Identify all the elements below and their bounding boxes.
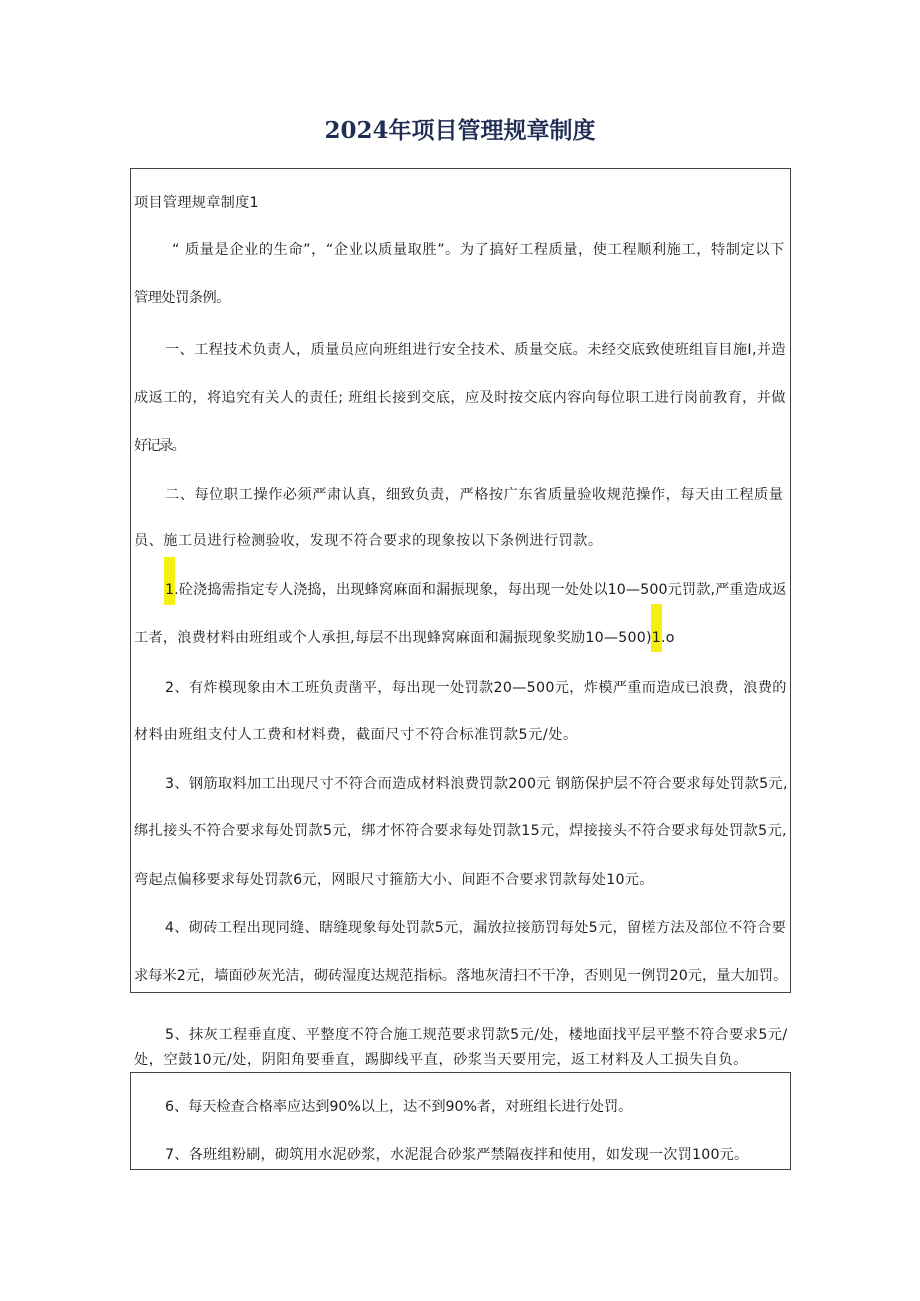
paragraph-line: 2、有炸模现象由木工班负责凿平，每出现一处罚款20—500元，炸模严重而造成已浪费，浪费的 [165,680,787,696]
paragraph-line: 好记录。 [134,438,185,454]
paragraph-line: 5、抹灰工程垂直度、平整度不符合施工规范要求罚款5元/处，楼地面找平层平整不符合要求5元/ [165,1027,788,1043]
paragraph-line: 弯起点偏移要求每处罚款6元，网眼尺寸箍筋大小、间距不合要求罚款每处10元。 [134,872,654,888]
paragraph-line: 二、每位职工操作必须严肃认真，细致负责，严格按广东省质量验收规范操作，每天由工程质量 [165,487,784,503]
paragraph-line: 材料由班组支付人工费和材料费，截面尺寸不符合标准罚款5元/处。 [134,727,578,743]
paragraph-line: 求每米2元，墙面砂灰光洁，砌砖湿度达规范指标。落地灰清扫不干净，否则见一例罚20元，量大加罚。 [134,968,788,984]
paragraph-line: 1.砼浇捣需指定专人浇捣，出现蜂窝麻面和漏振现象，每出现一处处以10—500元罚款,严重造成返 [165,582,787,598]
paragraph-line: 绑扎接头不符合要求每处罚款5元，绑才怀符合要求每处罚款15元，焊接接头不符合要求每处罚款5元, [134,823,787,839]
paragraph-line: 6、每天检查合格率应达到90%以上，达不到90%者，对班组长进行处罚。 [165,1099,633,1115]
paragraph-line: 处，空鼓10元/处，阴阳角要垂直，踢脚线平直，砂浆当天要用完，返工材料及人工损失自负。 [134,1052,748,1068]
paragraph-line: 3、钢筋取料加工出现尺寸不符合而造成材料浪费罚款200元 钢筋保护层不符合要求每处罚款5元, [165,776,788,792]
paragraph-line: 工者，浪费材料由班组或个人承担,每层不出现蜂窝麻面和漏振现象奖励10—500)1.o [134,630,675,646]
paragraph-line: 员、施工员进行检测验收，发现不符合要求的现象按以下条例进行罚款。 [134,533,603,549]
paragraph-line: 管理处罚条例。 [134,290,230,306]
page-title: 2024年项目管理规章制度 [324,117,596,144]
paragraph-line: 7、各班组粉刷，砌筑用水泥砂浆，水泥混合砂浆严禁隔夜拌和使用，如发现一次罚100元。 [165,1147,749,1163]
paragraph-line: 一、工程技术负责人，质量员应向班组进行安全技术、质量交底。未经交底致使班组盲目施I,并造 [165,342,786,358]
section-heading: 项目管理规章制度1 [134,195,259,211]
paragraph-line: 4、砌砖工程出现同缝、瞎缝现象每处罚款5元，漏放拉接筋罚每处5元，留槎方法及部位不符合要 [165,920,787,936]
paragraph-line: 成返工的，将追究有关人的责任; 班组长接到交底，应及时按交底内容向每位职工进行岗前教育，并做 [134,390,786,406]
paragraph-line: “ 质量是企业的生命”，“企业以质量取胜”。为了搞好工程质量，使工程顺利施工，特制定以下 [172,242,785,258]
